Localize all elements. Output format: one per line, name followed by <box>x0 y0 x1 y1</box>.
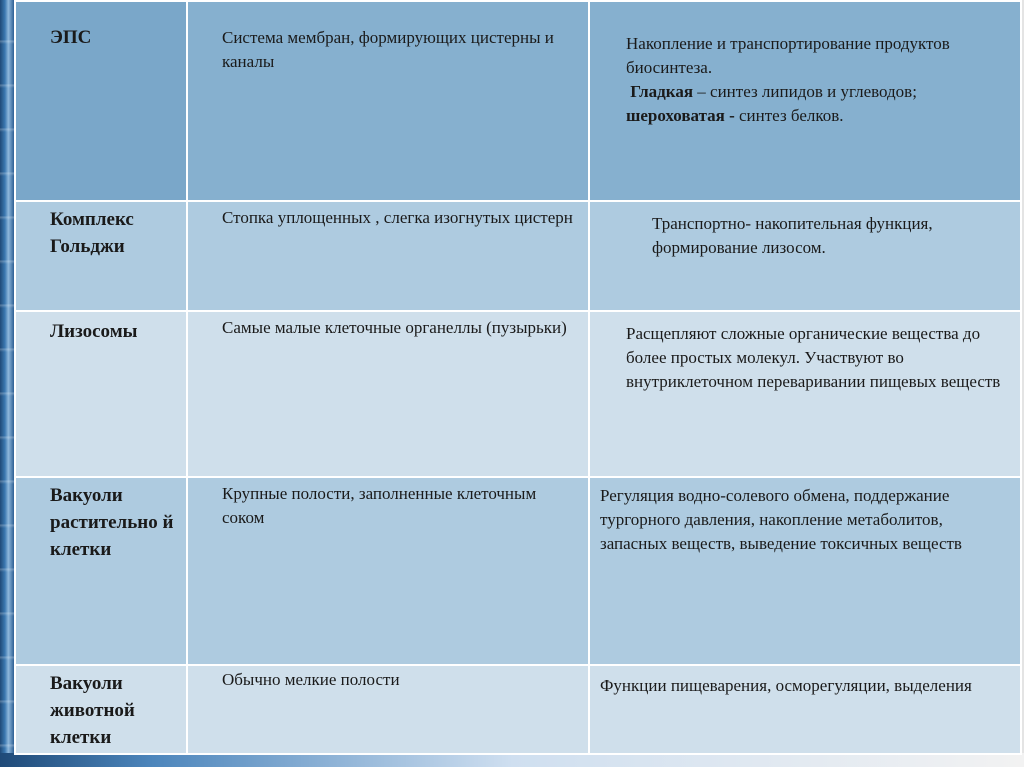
organelle-function: Функции пищеварения, осморегуляции, выделения <box>600 676 972 695</box>
organelle-name-cell <box>15 1 187 201</box>
organelle-structure: Крупные полости, заполненные клеточным соком <box>222 484 537 527</box>
bottom-decorative-bar <box>0 753 1024 767</box>
organelle-function: Расщепляют сложные органические вещества до более простых молекул. Участвуют во внутриклеточном переваривании пищевых веществ <box>626 324 1001 391</box>
function-cell <box>589 665 1021 754</box>
structure-cell <box>187 311 589 477</box>
organelle-name-cell <box>15 311 187 477</box>
organelle-structure: Самые малые клеточные органеллы (пузырьки) <box>222 318 567 337</box>
organelle-name: ЭПС <box>50 27 92 48</box>
function-line: Накопление и транспортирование продуктов биосинтеза. <box>626 34 950 77</box>
organelle-name: Вакуоли растительно й клетки <box>50 485 174 560</box>
organelle-function <box>590 2 1020 128</box>
organelle-name: Комплекс Гольджи <box>50 209 134 257</box>
function-cell <box>589 201 1021 311</box>
function-cell <box>589 311 1021 477</box>
table-row <box>15 665 1021 754</box>
left-decorative-bar-highlight <box>0 0 14 767</box>
organelle-structure: Система мембран, формирующих цистерны и каналы <box>222 28 554 71</box>
organelle-structure: Обычно мелкие полости <box>222 670 400 689</box>
organelle-function: Транспортно- накопительная функция, формирование лизосом. <box>652 214 933 257</box>
organelle-name: Лизосомы <box>50 321 138 342</box>
function-line: шероховатая - синтез белков. <box>626 106 844 125</box>
organelle-name-cell <box>15 477 187 665</box>
function-line: Гладкая – синтез липидов и углеводов; <box>630 82 917 101</box>
organelle-name-cell <box>15 201 187 311</box>
table-row <box>15 201 1021 311</box>
function-cell <box>589 1 1021 201</box>
organelles-table <box>14 0 1022 755</box>
organelle-function: Регуляция водно-солевого обмена, поддержание тургорного давления, накопление метаболитов, запасных веществ, выведение токсичных веществ <box>600 486 962 553</box>
function-cell <box>589 477 1021 665</box>
table-row <box>15 1 1021 201</box>
structure-cell <box>187 201 589 311</box>
organelle-name: Вакуоли животной клетки <box>50 673 135 748</box>
organelle-structure: Стопка уплощенных , слегка изогнутых цистерн <box>222 208 573 227</box>
structure-cell <box>187 1 589 201</box>
structure-cell <box>187 477 589 665</box>
table-row <box>15 477 1021 665</box>
organelle-name-cell <box>15 665 187 754</box>
structure-cell <box>187 665 589 754</box>
table-row <box>15 311 1021 477</box>
